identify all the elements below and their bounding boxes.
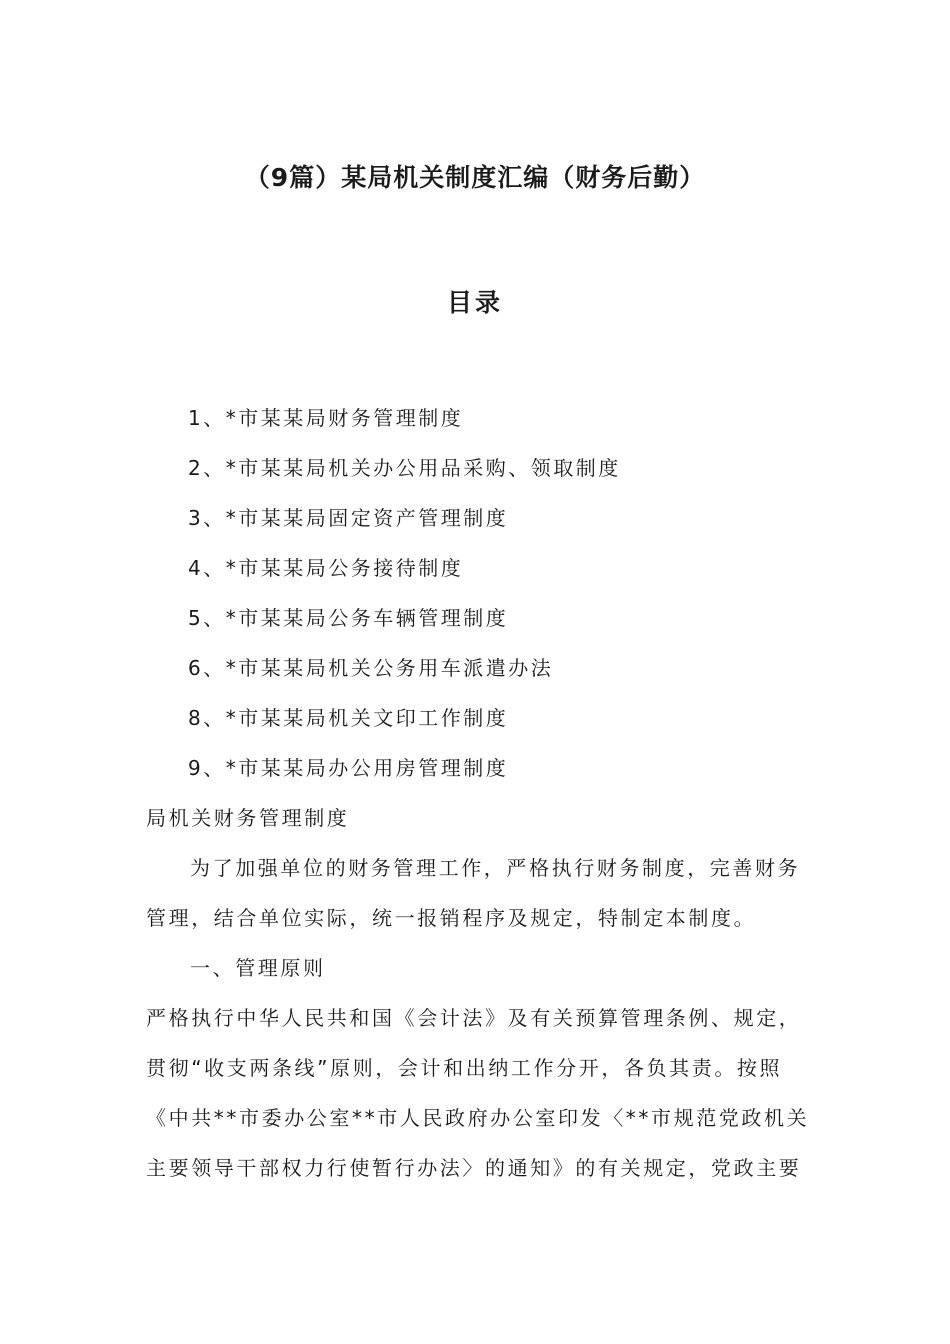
toc-item: 1、*市某某局财务管理制度 bbox=[188, 406, 464, 430]
toc-item: 9、*市某某局办公用房管理制度 bbox=[188, 756, 509, 780]
toc-item: 2、*市某某局机关办公用品采购、领取制度 bbox=[188, 456, 621, 480]
section-heading: 局机关财务管理制度 bbox=[146, 806, 350, 830]
paragraph-line: 管理，结合单位实际，统一报销程序及规定，特制定本制度。 bbox=[146, 906, 757, 930]
paragraph-line: 严格执行中华人民共和国《会计法》及有关预算管理条例、规定， bbox=[146, 1006, 802, 1030]
paragraph-line: 主要领导干部权力行使暂行办法〉的通知》的有关规定，党政主要 bbox=[146, 1156, 802, 1180]
toc-item: 8、*市某某局机关文印工作制度 bbox=[188, 706, 509, 730]
toc-item: 5、*市某某局公务车辆管理制度 bbox=[188, 606, 509, 630]
toc-item: 3、*市某某局固定资产管理制度 bbox=[188, 506, 509, 530]
toc-item: 6、*市某某局机关公务用车派遣办法 bbox=[188, 656, 554, 680]
subheading: 一、管理原则 bbox=[190, 956, 326, 980]
paragraph-line: 为了加强单位的财务管理工作，严格执行财务制度，完善财务 bbox=[190, 856, 801, 880]
document-title: （9篇）某局机关制度汇编（财务后勤） bbox=[244, 163, 706, 192]
paragraph-line: 贯彻“收支两条线”原则，会计和出纳工作分开，各负其责。按照 bbox=[146, 1056, 783, 1080]
toc-heading: 目录 bbox=[446, 288, 503, 317]
paragraph-line: 《中共**市委办公室**市人民政府办公室印发〈**市规范党政机关 bbox=[146, 1106, 810, 1130]
toc-item: 4、*市某某局公务接待制度 bbox=[188, 556, 464, 580]
